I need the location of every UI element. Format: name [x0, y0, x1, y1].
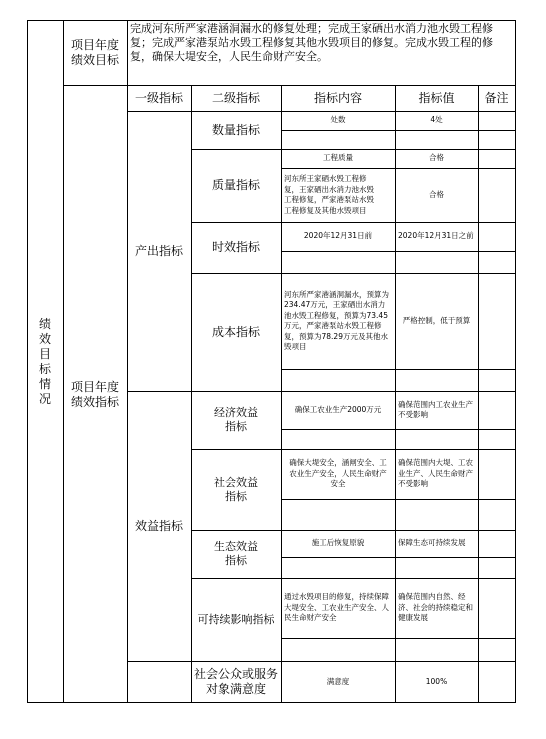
content-cell — [281, 661, 395, 703]
item-sustainability — [191, 578, 281, 661]
grid-line — [281, 251, 515, 252]
grid-line — [395, 86, 396, 703]
item-cost — [191, 273, 281, 391]
value-text: 合格 — [429, 189, 444, 199]
value-text: 严格控制，低于预算 — [402, 315, 471, 325]
side-label: 绩效目标情况 — [38, 316, 51, 406]
annual-indicators-label: 项目年度绩效指标 — [70, 379, 119, 409]
content-text: 河东所严家港涵洞漏水，预算为234.47万元，王家硒出水消力池水毁工程修复，预算为73.45万元，严家港泵站水毁工程修复，预算为78.29万元及其他水毁项目 — [284, 289, 389, 351]
header-remark-label: 备注 — [484, 91, 509, 105]
content-cell — [281, 222, 395, 251]
header-content — [281, 86, 395, 111]
header-value-label: 指标值 — [418, 91, 455, 105]
grid-line — [281, 168, 515, 169]
item-economic-label: 经济效益指标 — [214, 406, 258, 433]
content-text: 通过水毁项目的修复，持续保障大堤安全、工农业生产安全、人民生命财产安全 — [284, 592, 389, 623]
grid-line — [191, 578, 515, 579]
content-cell — [281, 168, 395, 222]
value-cell — [395, 391, 478, 429]
item-satisfaction-label: 社会公众或服务对象满意度 — [193, 667, 278, 696]
item-quantity — [191, 111, 281, 149]
grid-line — [27, 20, 28, 703]
item-timeliness — [191, 222, 281, 273]
value-cell — [395, 530, 478, 557]
item-quantity-label: 数量指标 — [211, 122, 260, 137]
grid-line — [281, 557, 515, 558]
value-cell — [395, 273, 478, 369]
header-level1-label: 一级指标 — [134, 91, 183, 105]
item-social-label: 社会效益指标 — [214, 475, 258, 503]
grid-line — [191, 273, 515, 274]
grid-line — [281, 130, 515, 131]
value-text: 合格 — [429, 153, 444, 163]
grid-line — [281, 86, 282, 703]
item-ecological — [191, 530, 281, 578]
annual-goal-label: 项目年度绩效目标 — [70, 37, 119, 67]
value-text: 保障生态可持续发展 — [398, 538, 466, 548]
item-economic — [191, 391, 281, 449]
content-text: 施工后恢复原貌 — [311, 538, 365, 548]
grid-line — [127, 111, 515, 112]
header-level2-label: 二级指标 — [211, 91, 260, 105]
header-level1 — [127, 86, 191, 111]
value-cell — [395, 149, 478, 168]
annual-goal-label-cell — [63, 20, 127, 85]
grid-line — [191, 449, 515, 450]
grid-line — [478, 86, 479, 703]
grid-line — [191, 222, 515, 223]
value-cell — [395, 449, 478, 499]
content-cell — [281, 530, 395, 557]
annual-goal-content-cell — [127, 20, 515, 85]
value-text: 确保范围内自然、经济、社会的持续稳定和健康发展 — [398, 592, 473, 623]
content-text: 处数 — [330, 115, 346, 125]
grid-line — [191, 530, 515, 531]
grid-line — [191, 149, 515, 150]
content-text: 河东所王家硒水毁工程修复，王家硒出水消力池水毁工程修复，严家港泵站水毁工程修复及其他水毁项目 — [284, 174, 374, 215]
value-cell — [395, 222, 478, 251]
content-text: 确保大堤安全，涵闸安全、工农业生产安全，人民生命财产安全 — [289, 458, 387, 489]
header-remark — [478, 86, 515, 111]
group-benefit-label — [127, 391, 191, 661]
content-text: 满意度 — [326, 676, 350, 686]
header-content-label: 指标内容 — [313, 91, 362, 105]
header-value — [395, 86, 478, 111]
item-sustainability-label: 可持续影响指标 — [197, 612, 275, 626]
value-cell — [395, 578, 478, 638]
content-text: 2020年12月31日前 — [303, 231, 373, 241]
grid-line — [281, 499, 515, 500]
grid-line — [27, 20, 515, 21]
value-text: 100% — [425, 676, 448, 686]
header-level2 — [191, 86, 281, 111]
grid-line — [281, 638, 515, 639]
content-cell — [281, 578, 395, 638]
grid-line — [63, 20, 64, 703]
content-cell — [281, 111, 395, 130]
annual-indicators-label-cell — [63, 86, 127, 703]
content-cell — [281, 391, 395, 429]
item-cost-label: 成本指标 — [211, 324, 260, 339]
item-quality-label: 质量指标 — [211, 178, 260, 192]
grid-line — [515, 20, 516, 703]
item-satisfaction — [191, 661, 281, 703]
group-benefit-text: 效益指标 — [134, 518, 183, 533]
value-text: 2020年12月31日之前 — [398, 231, 474, 241]
grid-line — [127, 391, 515, 392]
value-text: 确保范围内大堤、工农业生产、人民生命财产不受影响 — [398, 458, 473, 489]
annual-goal-content: 完成河东所严家港涵洞漏水的修复处理；完成王家硒出水消力池水毁工程修复；完成严家港泵站水毁工程修复其他水毁项目的修复。完成水毁工程的修复，确保大堤安全，人民生命财产安全。 — [130, 22, 493, 63]
grid-line — [127, 20, 128, 703]
value-cell — [395, 661, 478, 703]
item-social — [191, 449, 281, 530]
grid-line — [281, 369, 515, 370]
value-text: 确保范围内工农业生产不受影响 — [398, 399, 473, 419]
grid-line — [191, 86, 192, 703]
item-ecological-label: 生态效益指标 — [214, 540, 258, 567]
grid-line — [281, 429, 515, 430]
side-label-cell — [27, 20, 63, 703]
content-cell — [281, 149, 395, 168]
group-output-label — [127, 111, 191, 391]
grid-line — [63, 85, 515, 86]
grid-line — [127, 661, 515, 662]
group-output-text: 产出指标 — [134, 243, 183, 258]
content-cell — [281, 273, 395, 369]
value-cell — [395, 168, 478, 222]
grid-line — [27, 702, 515, 703]
content-text: 确保工农业生产2000万元 — [294, 404, 382, 414]
value-cell — [395, 111, 478, 130]
content-cell — [281, 449, 395, 499]
content-text: 工程质量 — [323, 153, 353, 163]
value-text: 4处 — [430, 115, 443, 125]
item-timeliness-label: 时效指标 — [211, 240, 260, 254]
item-quality — [191, 149, 281, 222]
